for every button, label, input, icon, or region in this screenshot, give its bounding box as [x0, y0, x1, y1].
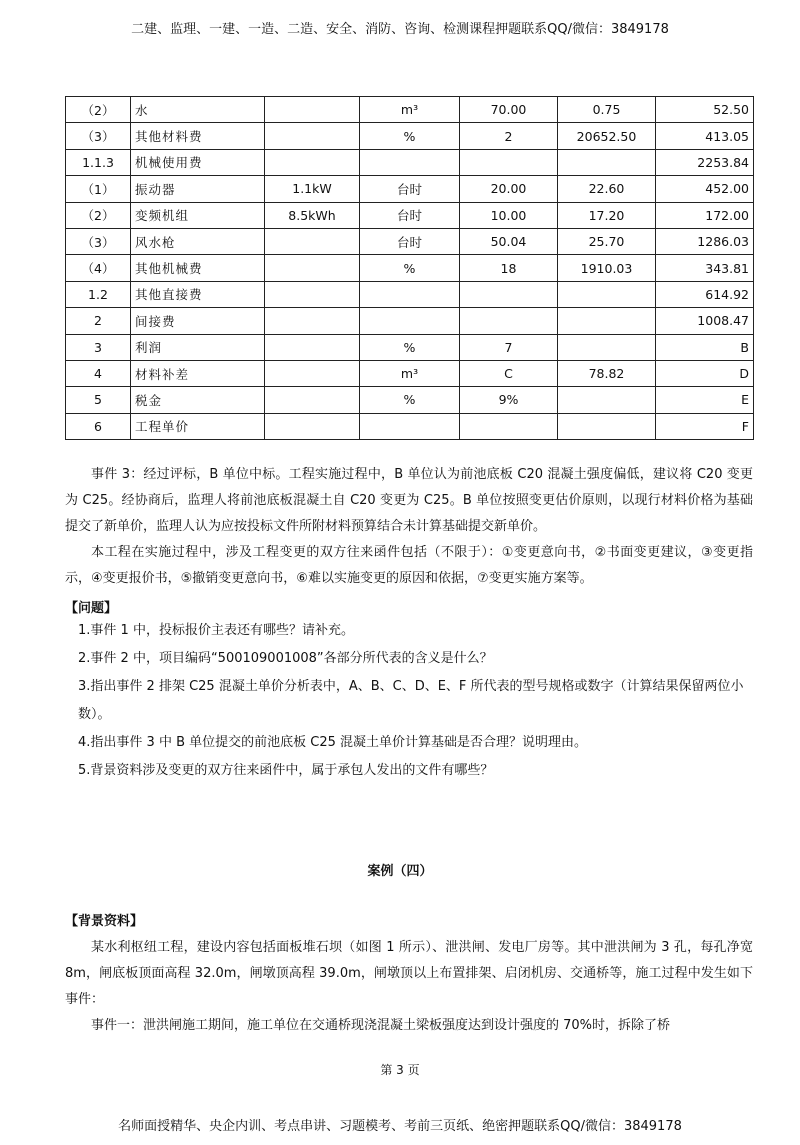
table-row: [66, 360, 754, 386]
table-row: [66, 334, 754, 360]
table-cell: [265, 123, 360, 149]
background-section: [65, 935, 753, 1039]
table-cell: 1.1.3: [66, 149, 131, 175]
table-cell: 变频机组: [131, 202, 265, 228]
page-number: 第 3 页: [380, 1063, 420, 1077]
table-cell: 7: [460, 334, 558, 360]
case-title: 案例（四）: [367, 864, 433, 879]
table-cell: （4）: [66, 255, 131, 281]
table-cell: m³: [360, 97, 460, 123]
table-cell: [558, 281, 656, 307]
table-cell: 工程单价: [131, 413, 265, 439]
table-cell: [360, 413, 460, 439]
table-cell: %: [360, 387, 460, 413]
event3-section: [65, 462, 753, 592]
unit-price-table: [65, 96, 754, 440]
table-cell: 413.05: [656, 123, 754, 149]
table-cell: [558, 334, 656, 360]
page-footer: 名师面授精华、央企内训、考点串讲、习题模考、考前三页纸、绝密押题联系QQ/微信：3849178: [118, 1119, 682, 1134]
table-cell: 材料补差: [131, 360, 265, 386]
table-cell: （2）: [66, 202, 131, 228]
table-row: [66, 413, 754, 439]
table-cell: 2: [460, 123, 558, 149]
table-cell: 2253.84: [656, 149, 754, 175]
table-cell: 8.5kWh: [265, 202, 360, 228]
table-cell: [558, 387, 656, 413]
table-cell: 台时: [360, 228, 460, 254]
table-cell: 50.04: [460, 228, 558, 254]
table-cell: [360, 149, 460, 175]
questions-title: 【问题】: [65, 601, 118, 616]
table-row: [66, 308, 754, 334]
table-cell: 间接费: [131, 308, 265, 334]
table-cell: 1.1kW: [265, 176, 360, 202]
table-cell: 5: [66, 387, 131, 413]
table-row: [66, 387, 754, 413]
table-cell: 机械使用费: [131, 149, 265, 175]
correspondence-paragraph: 本工程在实施过程中，涉及工程变更的双方往来函件包括（不限于）：①变更意向书，②书面变更建议，③变更指示，④变更报价书，⑤撤销变更意向书，⑥难以实施变更的原因和依据，⑦变更实施方案等。: [65, 545, 753, 586]
table-cell: [265, 97, 360, 123]
table-cell: F: [656, 413, 754, 439]
table-cell: 22.60: [558, 176, 656, 202]
table-cell: 其他材料费: [131, 123, 265, 149]
table-cell: m³: [360, 360, 460, 386]
table-cell: [265, 149, 360, 175]
question-item: 4.指出事件 3 中 B 单位提交的前池底板 C25 混凝土单价计算基础是否合理？说明理由。: [78, 735, 588, 750]
table-row: [66, 176, 754, 202]
table-cell: 70.00: [460, 97, 558, 123]
table-cell: C: [460, 360, 558, 386]
table-cell: 1910.03: [558, 255, 656, 281]
table-row: [66, 228, 754, 254]
table-row: [66, 202, 754, 228]
table-cell: 172.00: [656, 202, 754, 228]
table-cell: 振动器: [131, 176, 265, 202]
table-row: [66, 281, 754, 307]
question-item: 1.事件 1 中，投标报价主表还有哪些？请补充。: [78, 623, 354, 638]
table-cell: 税金: [131, 387, 265, 413]
table-cell: [265, 281, 360, 307]
table-cell: 6: [66, 413, 131, 439]
table-cell: [558, 413, 656, 439]
table-cell: 9%: [460, 387, 558, 413]
table-cell: [460, 149, 558, 175]
table-cell: %: [360, 255, 460, 281]
table-cell: 水: [131, 97, 265, 123]
table-cell: [265, 360, 360, 386]
event3-paragraph: 事件 3：经过评标，B 单位中标。工程实施过程中，B 单位认为前池底板 C20 混凝土强度偏低，建议将 C20 变更为 C25。经协商后，监理人将前池底板混凝土自 C20 变更为 C25。B 单位按照变更估价原则，以现行材料价格为基础提交了新单价，监理人认为应按投标文件所附材料预算结合未计算基础提交新单价。: [65, 467, 753, 534]
table-cell: 17.20: [558, 202, 656, 228]
table-cell: [558, 308, 656, 334]
table-cell: [265, 334, 360, 360]
table-cell: E: [656, 387, 754, 413]
table-cell: D: [656, 360, 754, 386]
table-cell: %: [360, 334, 460, 360]
background-title: 【背景资料】: [65, 914, 144, 929]
table-cell: 343.81: [656, 255, 754, 281]
table-cell: B: [656, 334, 754, 360]
questions-list: [78, 617, 752, 785]
table-cell: 台时: [360, 176, 460, 202]
table-cell: [360, 281, 460, 307]
table-cell: 614.92: [656, 281, 754, 307]
table-cell: [265, 308, 360, 334]
table-cell: [265, 255, 360, 281]
table-cell: （3）: [66, 123, 131, 149]
table-cell: 1.2: [66, 281, 131, 307]
table-cell: 其他机械费: [131, 255, 265, 281]
table-cell: %: [360, 123, 460, 149]
table-cell: [460, 413, 558, 439]
table-row: [66, 123, 754, 149]
table-cell: 其他直接费: [131, 281, 265, 307]
table-cell: [265, 228, 360, 254]
background-paragraph: 某水利枢纽工程，建设内容包括面板堆石坝（如图 1 所示）、泄洪闸、发电厂房等。其中泄洪闸为 3 孔，每孔净宽 8m，闸底板顶面高程 32.0m，闸墩顶高程 39.0m，闸墩顶以上布置排架、启闭机房、交通桥等，施工过程中发生如下事件：: [65, 940, 753, 1007]
table-cell: 2: [66, 308, 131, 334]
table-cell: 1008.47: [656, 308, 754, 334]
table-cell: 10.00: [460, 202, 558, 228]
table-cell: 利润: [131, 334, 265, 360]
table-cell: 台时: [360, 202, 460, 228]
table-cell: 风水枪: [131, 228, 265, 254]
table-cell: 0.75: [558, 97, 656, 123]
table-cell: 25.70: [558, 228, 656, 254]
event-one-paragraph: 事件一：泄洪闸施工期间，施工单位在交通桥现浇混凝土梁板强度达到设计强度的 70%时，拆除了桥: [91, 1018, 671, 1033]
page-header: 二建、监理、一建、一造、二造、安全、消防、咨询、检测课程押题联系QQ/微信：3849178: [131, 22, 669, 37]
table-cell: [265, 413, 360, 439]
table-cell: [265, 387, 360, 413]
table-cell: 4: [66, 360, 131, 386]
table-cell: （2）: [66, 97, 131, 123]
table-cell: （3）: [66, 228, 131, 254]
question-item: 5.背景资料涉及变更的双方往来函件中，属于承包人发出的文件有哪些？: [78, 763, 494, 778]
table-row: [66, 97, 754, 123]
table-cell: 78.82: [558, 360, 656, 386]
table-cell: 20652.50: [558, 123, 656, 149]
table-cell: 20.00: [460, 176, 558, 202]
table-cell: [360, 308, 460, 334]
table-cell: [460, 308, 558, 334]
table-row: [66, 255, 754, 281]
table-cell: （1）: [66, 176, 131, 202]
table-cell: 52.50: [656, 97, 754, 123]
table-cell: [460, 281, 558, 307]
table-cell: 1286.03: [656, 228, 754, 254]
table-row: [66, 149, 754, 175]
table-cell: 452.00: [656, 176, 754, 202]
table-cell: 3: [66, 334, 131, 360]
question-item: 2.事件 2 中，项目编码“500109001008”各部分所代表的含义是什么？: [78, 651, 493, 666]
table-body: [66, 97, 754, 440]
question-item: 3.指出事件 2 排架 C25 混凝土单价分析表中，A、B、C、D、E、F 所代表的型号规格或数字（计算结果保留两位小数）。: [78, 679, 744, 722]
table-cell: [558, 149, 656, 175]
table-cell: 18: [460, 255, 558, 281]
